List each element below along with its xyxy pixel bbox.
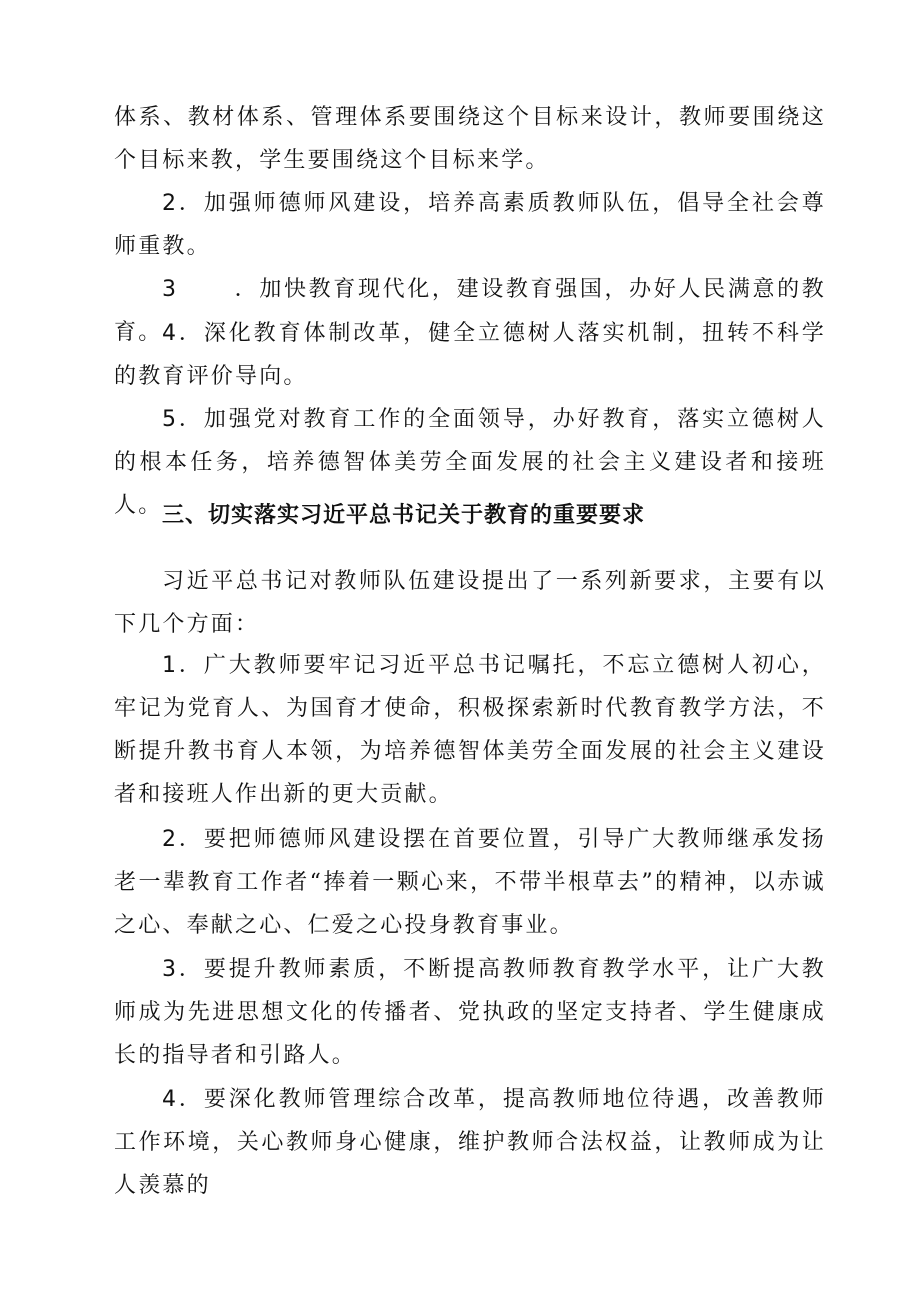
- list-item-number: 5: [162, 407, 179, 432]
- list-item-text: ．深化教育体制改革，健全立德树人落实机制，扭转不科学的教育评价导向。: [114, 321, 826, 389]
- requirement-item: [114, 818, 826, 947]
- list-item: [114, 312, 826, 398]
- list-item-number: 2: [162, 191, 179, 216]
- requirement-text: ．要把师德师风建设摆在首要位置，引导广大教师继承发扬老一辈教育工作者“捧着一颗心来，不带半根草去”的精神，以赤诚之心、奉献之心、仁爱之心投身教育事业。: [114, 827, 826, 938]
- requirement-number: 3: [162, 957, 179, 982]
- requirement-text: ．广大教师要牢记习近平总书记嘱托，不忘立德树人初心，牢记为党育人、为国育才使命，积极探索新时代教育教学方法，不断提升教书育人本领，为培养德智体美劳全面发展的社会主义建设者和接班人作出新的更大贡献。: [114, 653, 826, 807]
- list-item-text: ．加强师德师风建设，培养高素质教师队伍，倡导全社会尊师重教。: [114, 191, 826, 259]
- list-item-text: ．加快教育现代化，建设教育强国，办好人民满意的教育。: [114, 277, 826, 345]
- paragraph-continued: [114, 96, 826, 182]
- requirement-item: [114, 948, 826, 1077]
- requirement-text: ．要深化教师管理综合改革，提高教师地位待遇，改善教师工作环境，关心教师身心健康，维护教师合法权益，让教师成为让人羡慕的: [114, 1087, 826, 1198]
- section-heading: 三、切实落实习近平总书记关于教育的重要要求: [162, 503, 646, 528]
- requirement-number: 1: [162, 653, 179, 678]
- list-item-number: 4: [162, 321, 179, 346]
- paragraph-text: 体系、教材体系、管理体系要围绕这个目标来设计，教师要围绕这个目标来教，学生要围绕这个目标来学。: [114, 105, 826, 173]
- requirement-item: [114, 644, 826, 816]
- requirement-item: [114, 1078, 826, 1207]
- list-item-text: ．加强党对教育工作的全面领导，办好教育，落实立德树人的根本任务，培养德智体美劳全面发展的社会主义建设者和接班人。: [114, 407, 826, 518]
- list-item-number: 3: [162, 277, 179, 302]
- paragraph-text: 习近平总书记对教师队伍建设提出了一系列新要求，主要有以下几个方面：: [114, 569, 826, 637]
- requirement-number: 2: [162, 827, 179, 852]
- intro-paragraph: [114, 560, 826, 646]
- list-item: [114, 182, 826, 268]
- requirement-text: ．要提升教师素质，不断提高教师教育教学水平，让广大教师成为先进思想文化的传播者、党执政的坚定支持者、学生健康成长的指导者和引路人。: [114, 957, 826, 1068]
- requirement-number: 4: [162, 1087, 179, 1112]
